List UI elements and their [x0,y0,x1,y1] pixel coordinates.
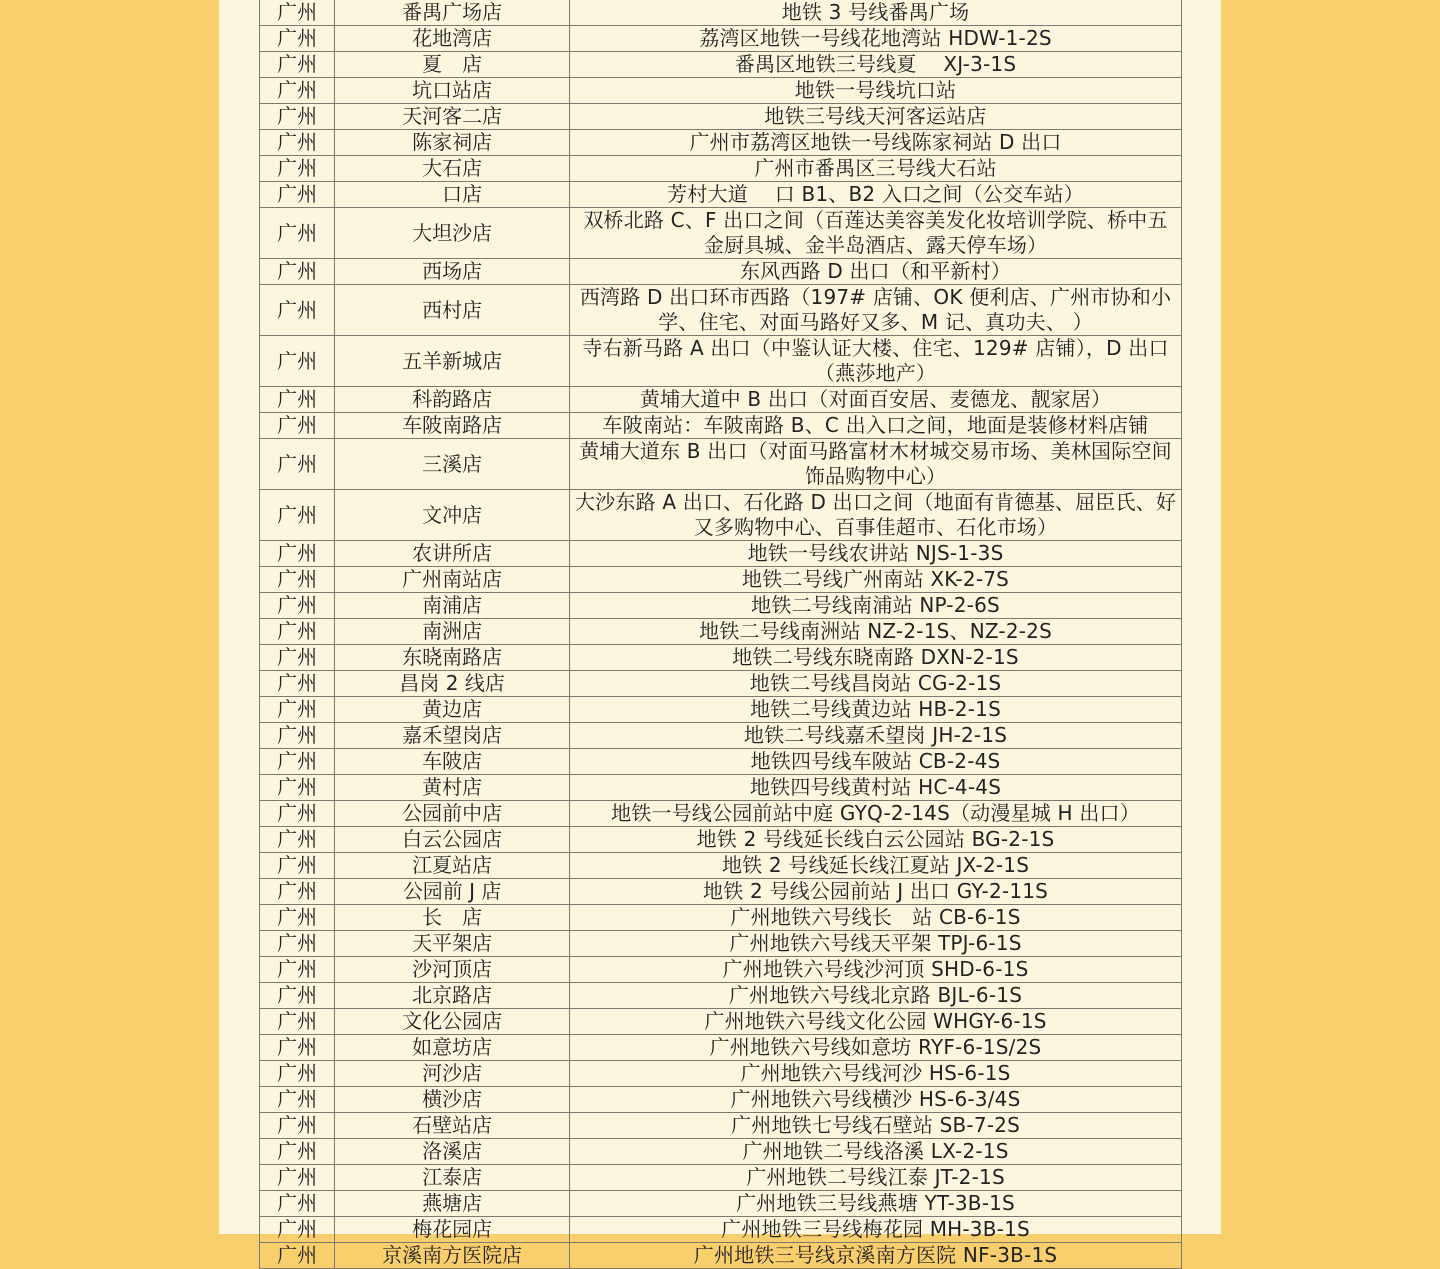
address-cell: 地铁一号线坑口站 [570,78,1182,104]
city-cell: 广州 [260,697,335,723]
table-row [260,879,1182,905]
address-cell: 荔湾区地铁一号线花地湾站 HDW-1-2S [570,26,1182,52]
address-cell: 广州地铁六号线文化公园 WHGY-6-1S [570,1009,1182,1035]
city-cell: 广州 [260,1061,335,1087]
store-name-cell: 五羊新城店 [335,336,570,387]
table-row [260,1165,1182,1191]
city-cell: 广州 [260,387,335,413]
city-cell: 广州 [260,490,335,541]
address-cell: 地铁二号线黄边站 HB-2-1S [570,697,1182,723]
table-row [260,413,1182,439]
address-cell: 车陂南站：车陂南路 B、C 出入口之间，地面是装修材料店铺 [570,413,1182,439]
store-name-cell: 天河客二店 [335,104,570,130]
city-cell: 广州 [260,182,335,208]
address-cell: 广州市荔湾区地铁一号线陈家祠站 D 出口 [570,130,1182,156]
address-cell: 广州地铁二号线洛溪 LX-2-1S [570,1139,1182,1165]
city-cell: 广州 [260,104,335,130]
table-row [260,1087,1182,1113]
table-row [260,905,1182,931]
store-name-cell: 大石店 [335,156,570,182]
city-cell: 广州 [260,78,335,104]
store-name-cell: 车陂店 [335,749,570,775]
address-cell: 广州地铁六号线横沙 HS-6-3/4S [570,1087,1182,1113]
table-row [260,931,1182,957]
city-cell: 广州 [260,827,335,853]
address-cell: 地铁四号线车陂站 CB-2-4S [570,749,1182,775]
store-name-cell: 三溪店 [335,439,570,490]
table-row [260,1113,1182,1139]
table-row [260,697,1182,723]
document-page [219,0,1221,1267]
address-cell: 广州地铁三号线燕塘 YT-3B-1S [570,1191,1182,1217]
store-name-cell: 车陂南路店 [335,413,570,439]
table-row [260,567,1182,593]
table-row [260,749,1182,775]
store-name-cell: 东晓南路店 [335,645,570,671]
address-cell: 寺右新马路 A 出口（中鉴认证大楼、住宅、129# 店铺），D 出口（燕莎地产） [570,336,1182,387]
store-name-cell: 南浦店 [335,593,570,619]
city-cell: 广州 [260,439,335,490]
address-cell: 广州地铁七号线石壁站 SB-7-2S [570,1113,1182,1139]
address-cell: 黄埔大道东 B 出口（对面马路富材木材城交易市场、美林国际空间饰品购物中心） [570,439,1182,490]
address-cell: 地铁二号线广州南站 XK-2-7S [570,567,1182,593]
table-row [260,0,1182,26]
address-cell: 广州地铁三号线京溪南方医院 NF-3B-1S [570,1243,1182,1269]
table-row [260,259,1182,285]
table-row [260,1061,1182,1087]
city-cell: 广州 [260,541,335,567]
table-row [260,439,1182,490]
store-name-cell: 陈家祠店 [335,130,570,156]
store-name-cell: 广州南站店 [335,567,570,593]
address-cell: 地铁四号线黄村站 HC-4-4S [570,775,1182,801]
city-cell: 广州 [260,723,335,749]
table-row [260,130,1182,156]
store-name-cell: 口店 [335,182,570,208]
address-cell: 芳村大道 口 B1、B2 入口之间（公交车站） [570,182,1182,208]
store-name-cell: 黄边店 [335,697,570,723]
city-cell: 广州 [260,879,335,905]
table-row [260,541,1182,567]
store-name-cell: 花地湾店 [335,26,570,52]
city-cell: 广州 [260,671,335,697]
store-name-cell: 嘉禾望岗店 [335,723,570,749]
city-cell: 广州 [260,645,335,671]
city-cell: 广州 [260,208,335,259]
city-cell: 广州 [260,285,335,336]
store-name-cell: 番禺广场店 [335,0,570,26]
address-cell: 地铁二号线东晓南路 DXN-2-1S [570,645,1182,671]
city-cell: 广州 [260,931,335,957]
table-row [260,827,1182,853]
city-cell: 广州 [260,1165,335,1191]
address-cell: 广州地铁六号线沙河顶 SHD-6-1S [570,957,1182,983]
city-cell: 广州 [260,853,335,879]
store-name-cell: 京溪南方医院店 [335,1243,570,1269]
table-row [260,104,1182,130]
store-name-cell: 昌岗 2 线店 [335,671,570,697]
address-cell: 黄埔大道中 B 出口（对面百安居、麦德龙、靓家居） [570,387,1182,413]
store-name-cell: 沙河顶店 [335,957,570,983]
city-cell: 广州 [260,749,335,775]
store-name-cell: 公园前 J 店 [335,879,570,905]
city-cell: 广州 [260,957,335,983]
city-cell: 广州 [260,1009,335,1035]
city-cell: 广州 [260,1217,335,1243]
table-row [260,645,1182,671]
address-cell: 广州地铁六号线长 站 CB-6-1S [570,905,1182,931]
store-name-cell: 燕塘店 [335,1191,570,1217]
store-name-cell: 夏 店 [335,52,570,78]
table-row [260,775,1182,801]
table-row [260,671,1182,697]
city-cell: 广州 [260,413,335,439]
city-cell: 广州 [260,130,335,156]
table-row [260,1191,1182,1217]
table-row [260,208,1182,259]
store-name-cell: 公园前中店 [335,801,570,827]
store-name-cell: 横沙店 [335,1087,570,1113]
city-cell: 广州 [260,0,335,26]
city-cell: 广州 [260,336,335,387]
table-row [260,182,1182,208]
store-name-cell: 石壁站店 [335,1113,570,1139]
store-name-cell: 北京路店 [335,983,570,1009]
address-cell: 广州地铁三号线梅花园 MH-3B-1S [570,1217,1182,1243]
store-name-cell: 江泰店 [335,1165,570,1191]
city-cell: 广州 [260,1191,335,1217]
address-cell: 地铁三号线天河客运站店 [570,104,1182,130]
table-row [260,1009,1182,1035]
store-name-cell: 如意坊店 [335,1035,570,1061]
store-name-cell: 文冲店 [335,490,570,541]
store-address-table [259,0,1182,1269]
store-name-cell: 南洲店 [335,619,570,645]
store-name-cell: 洛溪店 [335,1139,570,1165]
address-cell: 双桥北路 C、F 出口之间（百莲达美容美发化妆培训学院、桥中五金厨具城、金半岛酒店、露天停车场） [570,208,1182,259]
address-cell: 地铁一号线农讲站 NJS-1-3S [570,541,1182,567]
table-row [260,1139,1182,1165]
store-name-cell: 江夏站店 [335,853,570,879]
store-name-cell: 黄村店 [335,775,570,801]
city-cell: 广州 [260,156,335,182]
city-cell: 广州 [260,1139,335,1165]
table-row [260,52,1182,78]
city-cell: 广州 [260,259,335,285]
store-name-cell: 天平架店 [335,931,570,957]
city-cell: 广州 [260,905,335,931]
store-name-cell: 坑口站店 [335,78,570,104]
city-cell: 广州 [260,983,335,1009]
store-name-cell: 长 店 [335,905,570,931]
address-cell: 番禺区地铁三号线夏 XJ-3-1S [570,52,1182,78]
table-row [260,853,1182,879]
city-cell: 广州 [260,1113,335,1139]
table-row [260,957,1182,983]
address-cell: 广州地铁六号线河沙 HS-6-1S [570,1061,1182,1087]
store-name-cell: 梅花园店 [335,1217,570,1243]
store-name-cell: 白云公园店 [335,827,570,853]
table-row [260,78,1182,104]
address-cell: 广州市番禺区三号线大石站 [570,156,1182,182]
address-cell: 东风西路 D 出口（和平新村） [570,259,1182,285]
address-cell: 地铁二号线南浦站 NP-2-6S [570,593,1182,619]
city-cell: 广州 [260,619,335,645]
table-row [260,1243,1182,1269]
store-name-cell: 科韵路店 [335,387,570,413]
city-cell: 广州 [260,1087,335,1113]
address-cell: 广州地铁六号线如意坊 RYF-6-1S/2S [570,1035,1182,1061]
table-row [260,1035,1182,1061]
address-cell: 地铁 2 号线延长线江夏站 JX-2-1S [570,853,1182,879]
store-name-cell: 西场店 [335,259,570,285]
table-row [260,26,1182,52]
city-cell: 广州 [260,26,335,52]
table-row [260,1217,1182,1243]
table-row [260,801,1182,827]
address-cell: 广州地铁六号线天平架 TPJ-6-1S [570,931,1182,957]
address-cell: 地铁 2 号线延长线白云公园站 BG-2-1S [570,827,1182,853]
city-cell: 广州 [260,52,335,78]
address-cell: 地铁 2 号线公园前站 J 出口 GY-2-11S [570,879,1182,905]
address-cell: 地铁一号线公园前站中庭 GYQ-2-14S（动漫星城 H 出口） [570,801,1182,827]
table-row [260,285,1182,336]
address-cell: 大沙东路 A 出口、石化路 D 出口之间（地面有肯德基、屈臣氏、好又多购物中心、百事佳超市、石化市场） [570,490,1182,541]
store-name-cell: 文化公园店 [335,1009,570,1035]
table-row [260,593,1182,619]
table-row [260,156,1182,182]
city-cell: 广州 [260,775,335,801]
table-row [260,619,1182,645]
address-cell: 地铁二号线南洲站 NZ-2-1S、NZ-2-2S [570,619,1182,645]
table-row [260,490,1182,541]
address-cell: 地铁二号线昌岗站 CG-2-1S [570,671,1182,697]
city-cell: 广州 [260,567,335,593]
city-cell: 广州 [260,801,335,827]
city-cell: 广州 [260,1035,335,1061]
table-body [260,0,1182,1269]
table-row [260,387,1182,413]
table-row [260,983,1182,1009]
address-cell: 广州地铁六号线北京路 BJL-6-1S [570,983,1182,1009]
city-cell: 广州 [260,593,335,619]
address-cell: 广州地铁二号线江泰 JT-2-1S [570,1165,1182,1191]
table-row [260,723,1182,749]
table-row [260,336,1182,387]
store-name-cell: 西村店 [335,285,570,336]
address-cell: 西湾路 D 出口环市西路（197# 店铺、OK 便利店、广州市协和小学、住宅、对面马路好又多、M 记、真功夫、 ） [570,285,1182,336]
store-name-cell: 大坦沙店 [335,208,570,259]
store-name-cell: 河沙店 [335,1061,570,1087]
address-cell: 地铁 3 号线番禺广场 [570,0,1182,26]
store-name-cell: 农讲所店 [335,541,570,567]
city-cell: 广州 [260,1243,335,1269]
address-cell: 地铁二号线嘉禾望岗 JH-2-1S [570,723,1182,749]
